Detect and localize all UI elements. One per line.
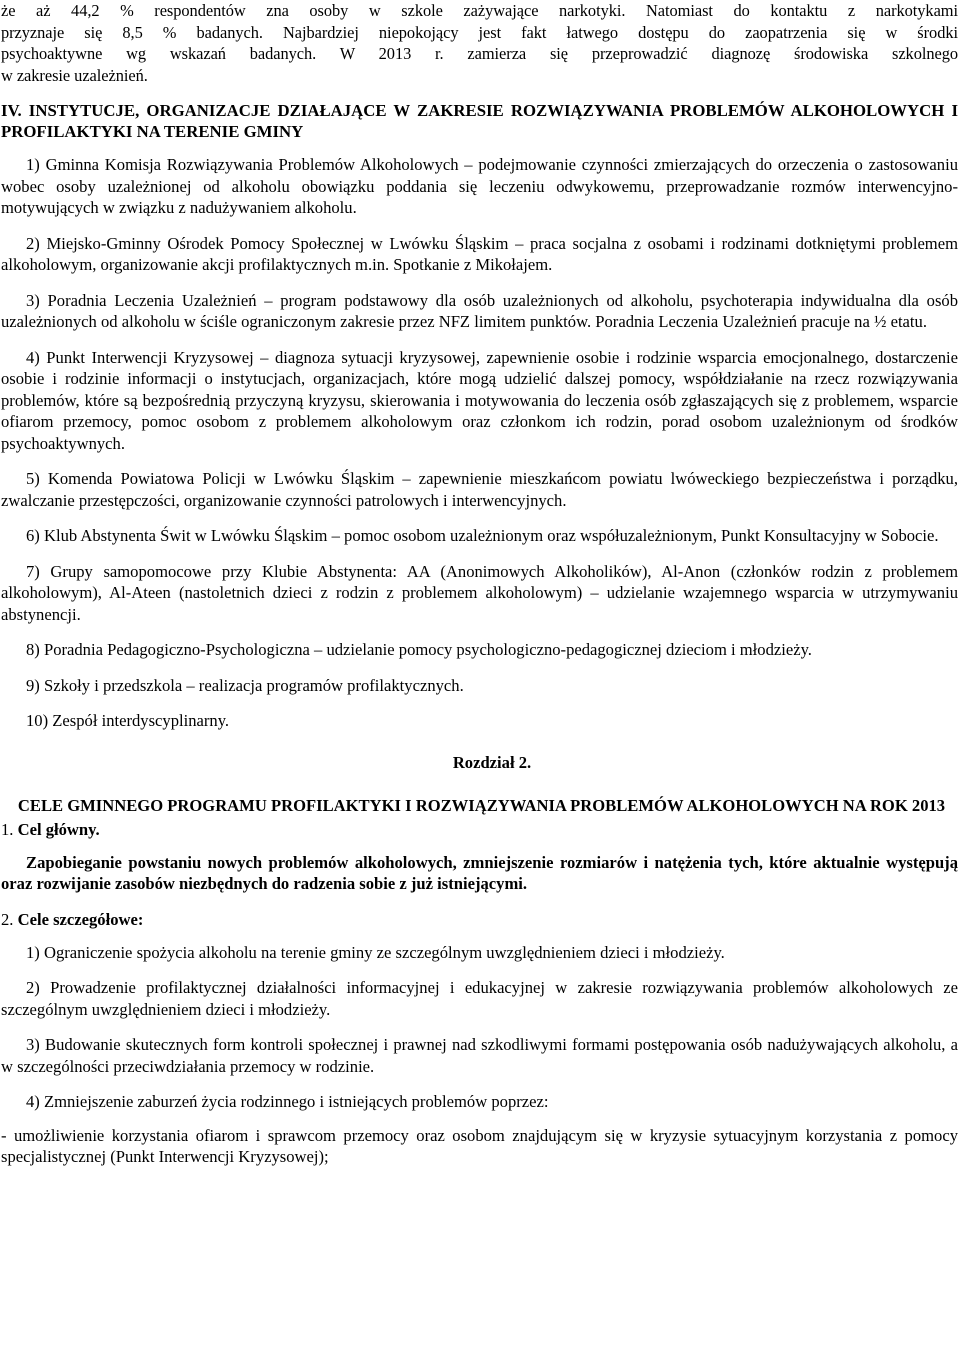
dash-list-item: - umożliwienie korzystania ofiarom i sprawcom przemocy oraz osobom znajdującym się w kryzysie sytuacyjnym korzystania z pomocy specjalistycznej (Punkt Interwencji Kryzysowej);	[1, 1125, 958, 1166]
institution-item: 7) Grupy samopomocowe przy Klubie Abstynenta: AA (Anonimowych Alkoholików), Al-Anon (członków rodzin z problemem alkoholowym), Al-Ateen (nastoletnich dzieci z rodzin z problemem alkoholowym) – udzielanie wzajemnego wsparcia w utrzymywaniu abstynencji.	[1, 561, 958, 624]
institution-item: 6) Klub Abstynenta Świt w Lwówku Śląskim – pomoc osobom uzależnionym oraz współuzależnionym, Punkt Konsultacyjny w Sobocie.	[26, 526, 939, 545]
chapter-label: Rozdział 2.	[452, 752, 532, 772]
detailed-goals-heading	[1, 909, 958, 930]
detailed-goal-item: 4) Zmniejszenie zaburzeń życia rodzinnego i istniejących problemów poprzez:	[26, 1092, 549, 1111]
section-heading: IV. INSTYTUCJE, ORGANIZACJE DZIAŁAJĄCE W ZAKRESIE ROZWIĄZYWANIA PROBLEMÓW ALKOHOLOWYCH I PROFILAKTYKI NA TERENIE GMINY	[1, 101, 958, 141]
main-goal-heading	[1, 819, 958, 840]
institution-item: 1) Gminna Komisja Rozwiązywania Problemów Alkoholowych – podejmowanie czynności zmierzających do orzeczenia o zastosowaniu wobec osoby uzależnionej od alkoholu obowiązku poddania się leczeniu odwykowemu, przeprowadzanie rozmów interwencyjno-motywujących w związku z nadużywaniem alkoholu.	[1, 155, 958, 217]
detailed-goals-label: Cele szczegółowe:	[17, 909, 144, 929]
intro-line: przyznaje się 8,5 % badanych. Najbardziej niepokojący jest fakt łatwego dostępu do zaopatrzenia się w środki	[1, 22, 958, 42]
detailed-goal-item: 1) Ograniczenie spożycia alkoholu na terenie gminy ze szczególnym uwzględnieniem dzieci i młodzieży.	[26, 942, 725, 962]
main-goal-text: Zapobieganie powstaniu nowych problemów alkoholowych, zmniejszenie rozmiarów i natężenia tych, które aktualnie występują oraz rozwijanie zasobów niezbędnych do radzenia sobie z już istniejącymi.	[1, 852, 958, 893]
detailed-goal-item: 2) Prowadzenie profilaktycznej działalności informacyjnej i edukacyjnej w zakresie rozwiązywania problemów alkoholowych ze szczególnym uwzględnieniem dzieci i młodzieży.	[1, 978, 958, 1019]
chapter-title: CELE GMINNEGO PROGRAMU PROFILAKTYKI I ROZWIĄZYWANIA PROBLEMÓW ALKOHOLOWYCH NA ROK 2013	[17, 795, 946, 815]
institution-item: 10) Zespół interdyscyplinarny.	[26, 711, 230, 730]
intro-paragraph	[1, 0, 958, 86]
detailed-goal-item: 3) Budowanie skutecznych form kontroli społecznej i prawnej nad szkodliwymi formami postępowania osób nadużywających alkoholu, a w szczególności przeciwdziałania przemocy w rodzinie.	[1, 1035, 958, 1076]
intro-line: że aż 44,2 % respondentów zna osoby w szkole zażywające narkotyki. Natomiast do kontaktu z narkotykami	[1, 1, 958, 20]
institution-item: 8) Poradnia Pedagogiczno-Psychologiczna – udzielanie pomocy psychologiczno-pedagogicznej dzieciom i młodzieży.	[26, 640, 812, 659]
institution-item: 3) Poradnia Leczenia Uzależnień – program podstawowy dla osób uzależnionych od alkoholu, psychoterapia indywidualna dla osób uzależnionych od alkoholu w ściśle ograniczonym zakresie przez NFZ limitem punktów. Poradnia Leczenia Uzależnień pracuje na ½ etatu.	[1, 290, 958, 331]
institution-item: 2) Miejsko-Gminny Ośrodek Pomocy Społecznej w Lwówku Śląskim – praca socjalna z osobami i rodzinami dotkniętymi problemem alkoholowym, organizowanie akcji profilaktycznych m.in. Spotkanie z Mikołajem.	[1, 233, 958, 274]
detailed-goals-number: 2.	[1, 909, 14, 929]
main-goal-number: 1.	[1, 819, 14, 839]
institution-item: 9) Szkoły i przedszkola – realizacja programów profilaktycznych.	[26, 675, 464, 695]
intro-line: w zakresie uzależnień.	[1, 65, 148, 85]
institution-item: 5) Komenda Powiatowa Policji w Lwówku Śląskim – zapewnienie mieszkańcom powiatu lwóweckiego bezpieczeństwa i porządku, zwalczanie przestępczości, organizowanie czynności patrolowych i interwencyjnych.	[1, 469, 958, 510]
intro-line: psychoaktywne wg wskazań badanych. W 2013 r. zamierza się przeprowadzić diagnozę środowiska szkolnego	[1, 44, 958, 63]
main-goal-label: Cel główny.	[17, 819, 100, 839]
institution-item: 4) Punkt Interwencji Kryzysowej – diagnoza sytuacji kryzysowej, zapewnienie osobie i rodzinie wsparcia emocjonalnego, dostarczenie osobie i rodzinie informacji o instytucjach, organizacjach, które mogą udzielić dalszej pomocy, współdziałanie na rzecz rozwiązywania problemów, które są bezpośrednią przyczyną kryzysu, skierowania i motywowania do leczenia osób zgłaszających się z problemem, wsparcie ofiarom przemocy, pomoc osobom z problemem alkoholowym oraz członkom ich rodzin, porad osobom uzależnionym od środków psychoaktywnych.	[1, 347, 958, 453]
